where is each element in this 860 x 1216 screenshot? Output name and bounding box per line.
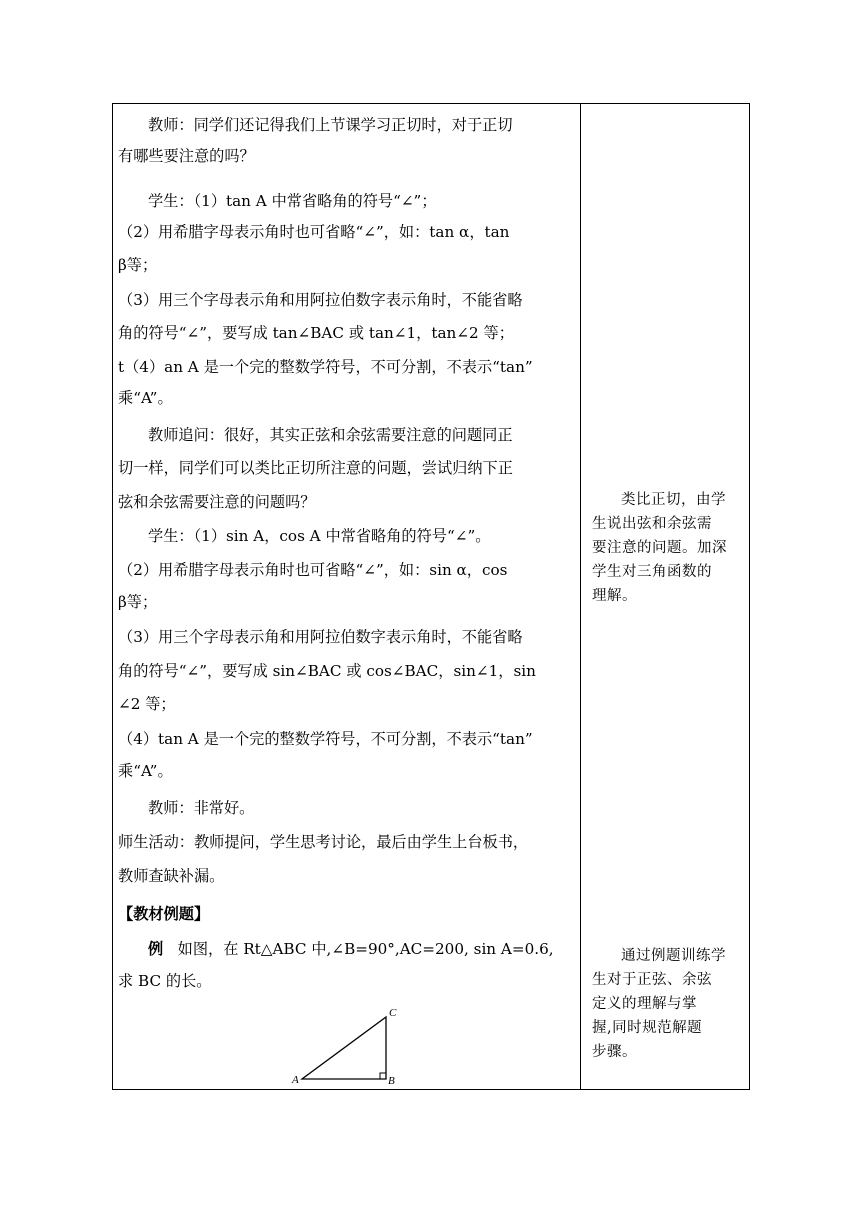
side-note-line: 通过例题训练学 — [621, 948, 726, 964]
text-line: （4）tan A 是一个完的整数学符号，不可分割，不表示“tan” — [118, 730, 533, 748]
side-note-line: 握,同时规范解题 — [592, 1020, 703, 1036]
text-line: t（4）an A 是一个完的整数学符号，不可分割，不表示“tan” — [118, 358, 533, 376]
text-line: （3）用三个字母表示角和用阿拉伯数字表示角时，不能省略 — [118, 291, 523, 309]
text-line: 乘“A”。 — [118, 389, 173, 407]
text-line: ∠2 等； — [118, 695, 176, 713]
example-line — [148, 939, 554, 959]
side-note-line: 生对于正弦、余弦 — [592, 972, 712, 988]
text-line: 角的符号“∠”，要写成 sin∠BAC 或 cos∠BAC，sin∠1，sin — [118, 662, 536, 680]
side-note-line: 学生对三角函数的 — [592, 564, 712, 580]
section-heading: 【教材例题】 — [118, 905, 210, 923]
text-line: （2）用希腊字母表示角时也可省略“∠”，如：tan α，tan — [118, 223, 510, 241]
text-line: β等； — [118, 593, 158, 611]
vertex-a-label: A — [292, 1074, 299, 1086]
text-line: 教师：同学们还记得我们上节课学习正切时，对于正切 — [148, 116, 513, 134]
text-line: 学生：（1）tan A 中常省略角的符号“∠”； — [148, 192, 437, 210]
text-line: 教师追问：很好，其实正弦和余弦需要注意的问题同正 — [148, 426, 513, 444]
text-line: （3）用三个字母表示角和用阿拉伯数字表示角时，不能省略 — [118, 628, 523, 646]
side-note-line: 理解。 — [592, 588, 637, 604]
text-line: 乘“A”。 — [118, 762, 173, 780]
right-angle-mark — [380, 1073, 386, 1079]
text-line: 学生：（1）sin A，cos A 中常省略角的符号“∠”。 — [148, 527, 491, 545]
text-line: 教师：非常好。 — [148, 799, 255, 817]
text-line: 有哪些要注意的吗？ — [118, 147, 255, 165]
example-text: 如图，在 Rt△ABC 中,∠B=90°,AC=200, sin A=0.6, — [177, 940, 554, 958]
column-divider — [580, 103, 581, 1090]
text-line: 师生活动：教师提问，学生思考讨论，最后由学生上台板书， — [118, 833, 529, 851]
text-line: 教师查缺补漏。 — [118, 867, 225, 885]
text-line: 角的符号“∠”，要写成 tan∠BAC 或 tan∠1，tan∠2 等； — [118, 324, 514, 342]
example-line-2: 求 BC 的长。 — [118, 972, 212, 990]
side-note-line: 生说出弦和余弦需 — [592, 516, 712, 532]
side-note-line: 定义的理解与掌 — [592, 996, 697, 1012]
side-note-line: 类比正切，由学 — [621, 492, 726, 508]
text-line: 切一样，同学们可以类比正切所注意的问题，尝试归纳下正 — [118, 459, 513, 477]
right-triangle-figure — [290, 1003, 410, 1089]
text-line: （2）用希腊字母表示角时也可省略“∠”，如：sin α，cos — [118, 561, 508, 579]
example-label: 例 — [148, 940, 164, 958]
text-line: 弦和余弦需要注意的问题吗？ — [118, 493, 316, 511]
vertex-b-label: B — [388, 1075, 395, 1087]
vertex-c-label: C — [389, 1007, 397, 1019]
side-note-line: 步骤。 — [592, 1044, 637, 1060]
text-line: β等； — [118, 256, 158, 274]
side-note-line: 要注意的问题。加深 — [592, 540, 727, 556]
triangle-shape — [302, 1017, 386, 1079]
